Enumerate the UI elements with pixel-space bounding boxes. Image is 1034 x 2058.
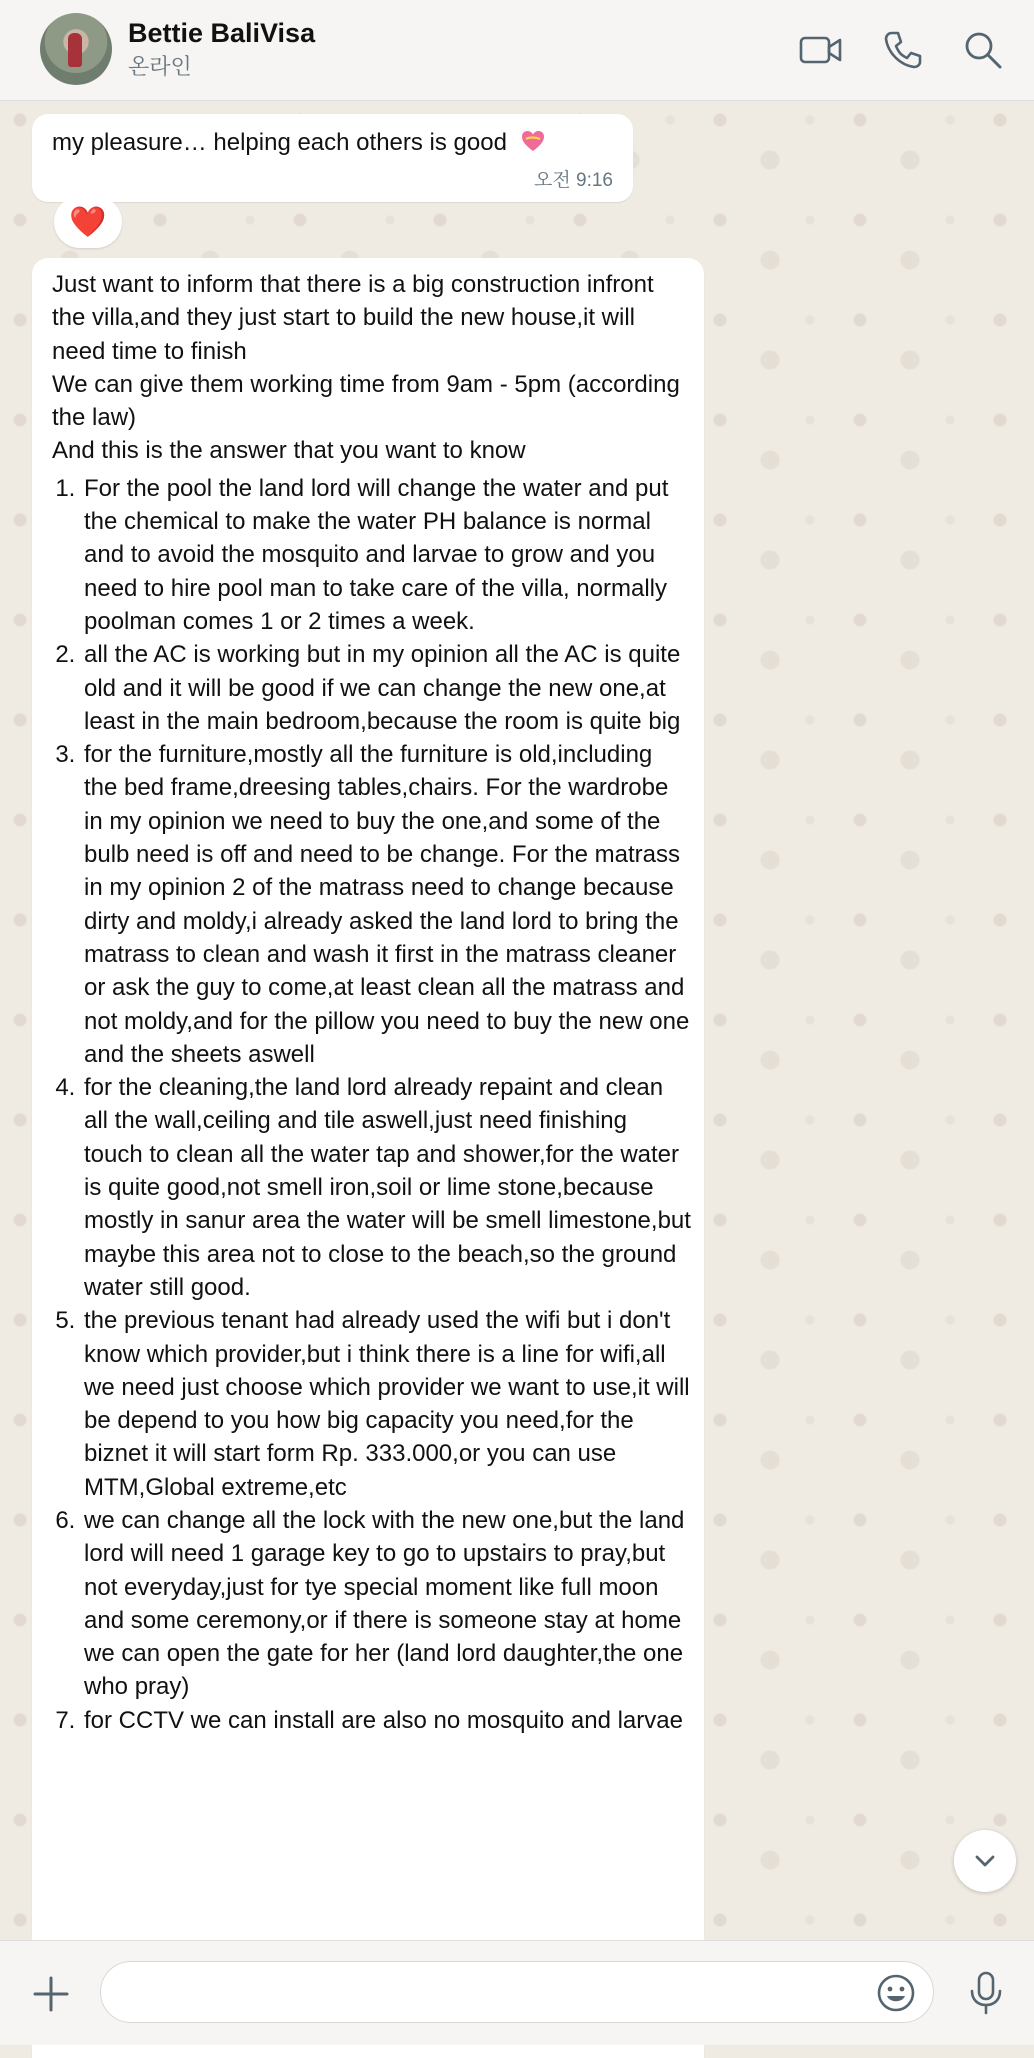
answer-list — [52, 472, 692, 1737]
chevron-down-icon — [971, 1847, 999, 1875]
message-bubble[interactable] — [32, 114, 633, 202]
reaction-badge[interactable] — [54, 196, 122, 248]
search-icon — [960, 27, 1006, 73]
list-item: 5. the previous tenant had already used the wifi but i don't know which provider,but i think there is a line for wifi,all we need just choose which provider we want to use,it will be depend to you how big capacity you need,for the biznet it will start form Rp. 333.000,or you can use MTM,Global extreme,etc — [82, 1304, 692, 1504]
video-camera-icon — [798, 27, 844, 73]
emoji-button[interactable] — [874, 1971, 918, 2015]
compose-bar — [0, 1940, 1034, 2045]
emoji-icon — [874, 1971, 918, 2015]
heart-reaction-icon: ❤️ — [69, 205, 107, 239]
voice-call-button[interactable] — [880, 27, 926, 73]
microphone-button[interactable] — [964, 1969, 1008, 2017]
list-item: 4. for the cleaning,the land lord already repaint and clean all the wall,ceiling and tile aswell,just need finishing touch to clean all the water tap and shower,for the water is quite good,not smell iron,soil or lime stone,because mostly in sanur area the water will be smell limestone,but maybe this area not to close to the beach,so the ground water still good. — [82, 1071, 692, 1304]
microphone-icon — [964, 1969, 1008, 2017]
list-item: 7. for CCTV we can install are also no mosquito and larvae — [82, 1704, 692, 1737]
search-button[interactable] — [960, 27, 1006, 73]
message-text — [52, 128, 546, 157]
list-item: 6. we can change all the lock with the new one,but the land lord will need 1 garage key to go to upstairs to pray,but not everyday,just for tye special moment like full moon and some ceremony,or if there is someone stay at home we can open the gate for her (land lord daughter,the one who pray) — [82, 1504, 692, 1704]
contact-status: 온라인 — [128, 54, 192, 79]
message-bubble[interactable] — [32, 258, 704, 2058]
plus-icon — [28, 1971, 74, 2017]
message-text-content: my pleasure… helping each others is good — [52, 129, 507, 156]
attach-button[interactable] — [28, 1971, 74, 2017]
chat-header — [0, 0, 1034, 101]
video-call-button[interactable] — [798, 27, 844, 73]
list-item: 3. for the furniture,mostly all the furniture is old,including the bed frame,dreesing tables,chairs. For the wardrobe in my opinion we need to buy the one,and some of the bulb need is off and need to be change. For the matrass in my opinion 2 of the matrass need to change because dirty and moldy,i already asked the land lord to bring the matrass to clean and wash it first in the matrass cleaner or ask the guy to come,at least clean all the matrass and not moldy,and for the pillow you need to buy the new one and the sheets aswell — [82, 738, 692, 1071]
list-item: 2. all the AC is working but in my opinion all the AC is quite old and it will be good if we can change the new one,at least in the main bedroom,because the room is quite big — [82, 638, 692, 738]
message-text — [52, 268, 692, 1737]
avatar[interactable] — [40, 13, 112, 85]
heart-emoji-icon — [520, 128, 546, 154]
message-intro: Just want to inform that there is a big construction infront the villa,and they just start to build the new house,it will need time to finish We can give them working time from 9am - 5pm (according the law) And this is the answer that you want to know — [52, 271, 680, 465]
scroll-to-bottom-button[interactable] — [954, 1830, 1016, 1892]
message-input[interactable] — [100, 1961, 934, 2023]
phone-icon — [880, 27, 926, 73]
message-time: 오전 9:16 — [534, 170, 613, 191]
contact-name[interactable]: Bettie BaliVisa — [128, 18, 316, 48]
list-item: 1. For the pool the land lord will change the water and put the chemical to make the water PH balance is normal and to avoid the mosquito and larvae to grow and you need to hire pool man to take care of the villa, normally poolman comes 1 or 2 times a week. — [82, 472, 692, 638]
